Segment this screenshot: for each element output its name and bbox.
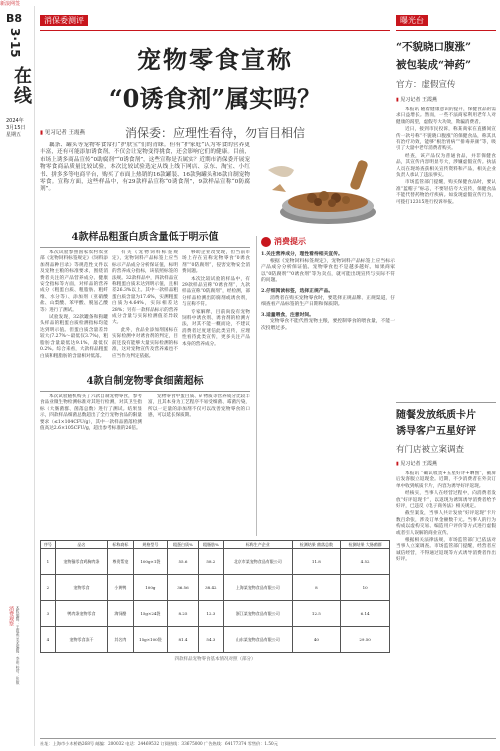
table-cell: 58.2 [198, 549, 223, 575]
table-header: 粗蛋白质% [168, 541, 199, 549]
table-cell: 15g×24袋 [133, 601, 167, 627]
byline-block [40, 128, 250, 136]
table-cell: 36.56 [168, 575, 199, 601]
section2-heading: 4款自制宠物零食细菌超标 [86, 376, 204, 387]
right1-para-3: 经查，该产品仅为普通食品，并非保健食品，其宣传内容明显夸大，涉嫌虚假宣传。执法人员在现场查获相关宣传资料和产品，相关企业负责人承认了违法事实。 [396, 153, 496, 179]
table-cell: 55.6 [168, 549, 199, 575]
lead-text: 藕条、罐头等宠物零食常打“护肤宝”们的青睐。但有“护家庭”认为零食的营养更丰富，还有可能添加诱食剂，不仅会让宠物变得挑食，还会影响它们的健康。目前，市场上诱多商品宣传“0助腐剂”“0诱食剂”，这些宣称是否属实？近期市消保委开展宠物零食商品质量比较试验，本次比较试验选定从线上线下网店、京东、淘宝、小红书、拼多多等电商平台，购买了市面上热销的16款罐装、16款狗罐头和6款自制宠物零食。宣称方面，这些样品中，有29款样品宣称“0诱食剂”，9款样品宣称“0防腐剂”。 [40, 142, 250, 193]
table-header: 序号 [41, 541, 56, 549]
section1-para-1: 本次试验参照国家农村农业部《宠物饲料标签规定》《饲料添加剂品种目录》等规范性文件以及宠物主粮的标准要求，围绕消费者关注的产品营养成分、健康安全指标等方面，对样品的营养成分（粗蛋白质、粗脂肪、粗纤维、水分等）、添加剂（亚硝酸盐、山梨酸、苯甲酸、脱氢乙酸等）进行了测试。 [40, 250, 108, 313]
consumer-tips-box [256, 236, 395, 536]
right2-title-1: 随餐发放纸质卡片 [396, 410, 476, 421]
mid2-para-1: 够助企业改变现，但当前市场上存在宣称宠物零食“0诱食剂”“0防腐剂”，侵害宠物安全消费问题。 [182, 250, 250, 275]
tip1-body: 根据《宠物饲料标签规定》，宠物饲料产品标签上应当标示产品成分分析保证值。宠物零食也不是越多越好。如果商家以“0防腐剂”“0诱食剂”等为卖点，就可能出现宣传与实际不符的问题。 [261, 258, 395, 284]
table-row [41, 627, 390, 653]
tip3-title: 3.适量喂食，注意时间。 [261, 311, 314, 318]
byline-text: 见习记者 王霞燕 [44, 130, 86, 136]
table-cell: 3 [41, 601, 56, 627]
right2-para-1: 本报讯 “确认收货+五星好评+晒图”，截屏后发客服立返现金。近期，不少消费者在外卖订单中收到纸质卡片，内容为诱导好评返现。 [396, 471, 496, 489]
subtitle: 消保委：应理性看待，勿盲目相信 [124, 126, 305, 140]
right2-body [396, 471, 496, 725]
right2-para-2: 经核实，当事人在经营过程中，向消费者发放“好评返现卡”，以返现为诱饵诱导消费者给予好评，已违反《电子商务法》相关规定。 [396, 491, 496, 510]
table-cell: 鸭肉条宠物零食 [55, 601, 107, 627]
table-cell: 北京市某宠物食品有限公司 [224, 549, 293, 575]
brand-mark: 在线 [11, 66, 32, 106]
footer-text: 社址：上海市小木桥路268号 邮编：200032 电话：24469532 订阅热线：33675000 广告热线：64177374 零售价：1.50元 [40, 741, 278, 746]
table-header: 规格型号 [133, 541, 167, 549]
table-header: 粗脂肪% [198, 541, 223, 549]
table-cell: 8 [292, 575, 341, 601]
right1-byline [396, 96, 496, 103]
table-cell: 山东某宠物食品有限公司 [224, 627, 293, 653]
table-header-row [41, 541, 390, 549]
right-section-header [396, 8, 496, 31]
table-cell: 上海某宠物食品有限公司 [224, 575, 293, 601]
table-cell: 11.8 [292, 549, 341, 575]
lead-paragraph [40, 142, 250, 212]
strip-credits: 本版编辑：王霞燕 美术编辑：李明 校对：张敏 [16, 606, 21, 685]
right2-subtitle: 有门店被立案调查 [396, 445, 465, 455]
table-header: 标称商标 [108, 541, 134, 549]
footer [40, 738, 496, 747]
right1-title-2: 被包装成“神药” [396, 59, 472, 71]
section-tag-right: 曝光台 [396, 15, 428, 26]
table-cell: 38.42 [198, 575, 223, 601]
table-cell: 100g×1袋 [133, 549, 167, 575]
table-cell: 81.4 [168, 627, 199, 653]
main-headline [40, 40, 390, 141]
mid-para-1: 有关《宠物饲料标签规定》，宠物饲料产品标签上应当标示产品成分分析保证值，标明的营养成分指标，该依照标签的法规。32款样品中，四款样品宣称粗蛋白质未达到明示值，且相差26.3%以上。其中一款样品粗蛋白质含量为17.6%，实测粗蛋白质为4.64%，实际相差达28%；另有一款样品标示的营养成分含量与实际检测值差异较大。 [112, 250, 178, 326]
right1-byline-text: 见习记者 王霞燕 [400, 97, 437, 103]
table-cell: 4.52 [341, 549, 390, 575]
pet-food-illustration [250, 140, 390, 230]
byline-icon: ▮ [396, 97, 399, 103]
table-cell: 宠物零食 [55, 575, 107, 601]
section2-heading-block [40, 372, 250, 392]
table-cell: 宠物零食冻干 [55, 627, 107, 653]
table-cell: 12.3 [198, 601, 223, 627]
right-article-1 [396, 40, 496, 347]
issue-date [6, 118, 26, 139]
page-code: B8 [6, 12, 23, 25]
mid2-para-3: 专家解释，目前尚没有宠物饲料中诱食剂、诱食剂的检测方法，对其不能一概而论，不建议消费者过度迷信此类宣传，应理性看待此类宣传，更多关注产品本身的营养成分。 [182, 309, 250, 347]
masthead-strip [0, 1, 35, 746]
date-mark: 3·15 [8, 28, 22, 58]
mid2-para-2: 本次比较试验的样品中，有29款样品宣称“0诱食剂”，九款样品宣称“0防腐剂”，经检测，部分样品检测出防腐剂或诱食剂，与宣称不符。 [182, 276, 250, 308]
table-header: 品名 [55, 541, 107, 549]
tips-heading: 消费提示 [274, 237, 306, 246]
section2-para-1: 本次试验随机购买了六款自制宠物零食，参考食品业微生物检测标准对其进行检测，对其卫生指标（大肠菌群、菌落总数）进行了测试。结果显示，四款样品细菌总数超出了全行宠物食品的限量要求（≤1×104CFU/g），其中一款样品菌落检测值高达2.6×105CFU/g，超出参考标准的26倍。 [40, 394, 142, 432]
table-cell: 6.14 [341, 601, 390, 627]
right1-para-1: 本报讯 随着健康意识的提升，保健食品的需求日益增长。然而，一些不法商家利用老年人对健康的渴望，虚假夸大功效，欺骗消费者。 [396, 107, 496, 125]
right1-body [396, 107, 496, 347]
right1-title-1: “不貌晓口腹涨” [396, 41, 472, 53]
table-cell: 浙江某宠物食品有限公司 [224, 601, 293, 627]
table-cell: 1 [41, 549, 56, 575]
table-row [41, 549, 390, 575]
table-cell: 4 [41, 627, 56, 653]
right2-byline [396, 460, 496, 467]
table-cell: 其名肉 [108, 627, 134, 653]
table-cell: 12.5 [292, 601, 341, 627]
tips-icon [261, 237, 271, 247]
mid-para-2: 此外，食品业添加剂国标在实际检测中对诱食剂的判定，目前还没有能够大量实际检测的标准，这对宠物宣传及营养素也不应当作为判定依据。 [112, 327, 178, 359]
strip-label: 消费观察 [8, 606, 14, 626]
tip1-title: 1.关注营养成分，理性看待相关宣传。 [261, 251, 343, 257]
table-row [41, 601, 390, 627]
right1-para-4: 市场监管部门提醒，购买保健食品时，要认准“蓝帽子”标志，不要轻信夸大宣传，保健食品不能代替药物治疗疾病。如发现虚假宣传行为，可拨打12315进行投诉举报。 [396, 180, 496, 205]
table-cell: 54.3 [198, 627, 223, 653]
tips-content [261, 251, 395, 333]
title-line-2: “0诱食剂”属实吗？ [108, 84, 322, 113]
right2-para-4: 根据相关法律法规，市场监管部门已依法对当事人立案调查。市场监管部门提醒，经营者应诚信经营，不得通过返现等方式诱导消费者作出好评。 [396, 538, 496, 563]
section2-col2 [148, 394, 250, 530]
byline [40, 128, 250, 136]
section1-col1 [40, 250, 108, 368]
table-cell: 2 [41, 575, 56, 601]
section1-heading: 4款样品粗蛋白质含量低于明示值 [71, 232, 219, 243]
right2-para-3: 截至案发，当事人共计发放“好评返现”卡片数百余张，涉及订单金额数千元。当事人的行为构成以虚构交易、编造用户评价等方式进行虚假或者引人误解的商业宣传。 [396, 511, 496, 536]
section-tag: 消保委测评 [40, 15, 88, 26]
table-cell: 10 [341, 575, 390, 601]
right2-title-2: 诱导客户五星好评 [396, 426, 476, 437]
table-cell: 29.50 [341, 627, 390, 653]
tips-header [261, 236, 395, 247]
sample-table-block [40, 540, 390, 662]
right2-byline-text: 见习记者 王霞燕 [400, 461, 437, 467]
right1-para-2: 近日，接到市民投诉，称某商家在直播间宣传一款号称“不貌晓口腹涨”的保健食品，称其具有治疗功效，能够“根治胃病”“排毒养颜”等，吸引了大量中老年消费者购买。 [396, 127, 496, 152]
table-caption: 四款样品宠物零食基本情况对照（部分） [174, 657, 256, 662]
section2-para-2: 宠物零食中蛋白质、矿物质等营养成分比较丰富，且其本身为工艺程序不易受细菌、霉菌污染，所以一定量的添加剂不仅可以改善宠物零食的口感，可以延长保质期。 [148, 394, 250, 419]
issue-year: 2024年 [6, 118, 24, 124]
table-cell: 淘饲酷 [108, 601, 134, 627]
table-row [41, 575, 390, 601]
table-cell: 100g [133, 575, 167, 601]
issue-day: 3月15日 [6, 125, 26, 131]
table-header: 检测结果 菌落总数 [292, 541, 341, 549]
table-cell: 8.25 [168, 601, 199, 627]
byline-icon: ▮ [40, 130, 44, 136]
section2-col1 [40, 394, 142, 530]
table-cell: 小黄鸭 [108, 575, 134, 601]
table-header: 检测结果 大肠菌群 [341, 541, 390, 549]
tip3-body: 宠物零食不能代替宠物主粮，要控制零食的喂食量，不能一次投喂过多。 [261, 319, 395, 331]
left-section-header [40, 8, 390, 31]
corner-mark: 新浪网签 [0, 1, 21, 7]
table-cell: 宠物猫零食鸡胸肉条 [55, 549, 107, 575]
byline-icon: ▮ [396, 461, 399, 467]
section1-para-2: 试验发现，32款罐条和狗罐头样品的粗蛋白质检测指标均能达到明示值。但蛋白质含量差异较大(7.27%～最低仅3.7%)，粗脂肪含量最低达9.1%，最低仅0.2%。综合来看，大款样品粗蛋白质和粗脂肪的含量相对低落。 [40, 315, 108, 359]
table-header: 标称生产企业 [224, 541, 293, 549]
table-cell: 尊贵帮宠 [108, 549, 134, 575]
right1-subtitle: 官方：虚假宣传 [396, 80, 456, 90]
tip2-body: 消费者在购买宠物零食时，要选择正规品牌、正规渠道，仔细查看产品标签的生产日期和保质期。 [261, 295, 395, 308]
table-cell: 15g×100袋 [133, 627, 167, 653]
mid-col1 [112, 250, 178, 368]
mid-col2 [182, 250, 250, 368]
table-cell: 40 [292, 627, 341, 653]
sample-table [40, 540, 390, 653]
section1-heading-block [40, 228, 250, 248]
tip2-title: 2.仔细阅读标签，选择正规产品。 [261, 287, 334, 294]
right-article-2 [396, 402, 496, 725]
title-line-1: 宠物零食宣称 [137, 45, 293, 74]
issue-weekday: 星期五 [6, 132, 22, 138]
